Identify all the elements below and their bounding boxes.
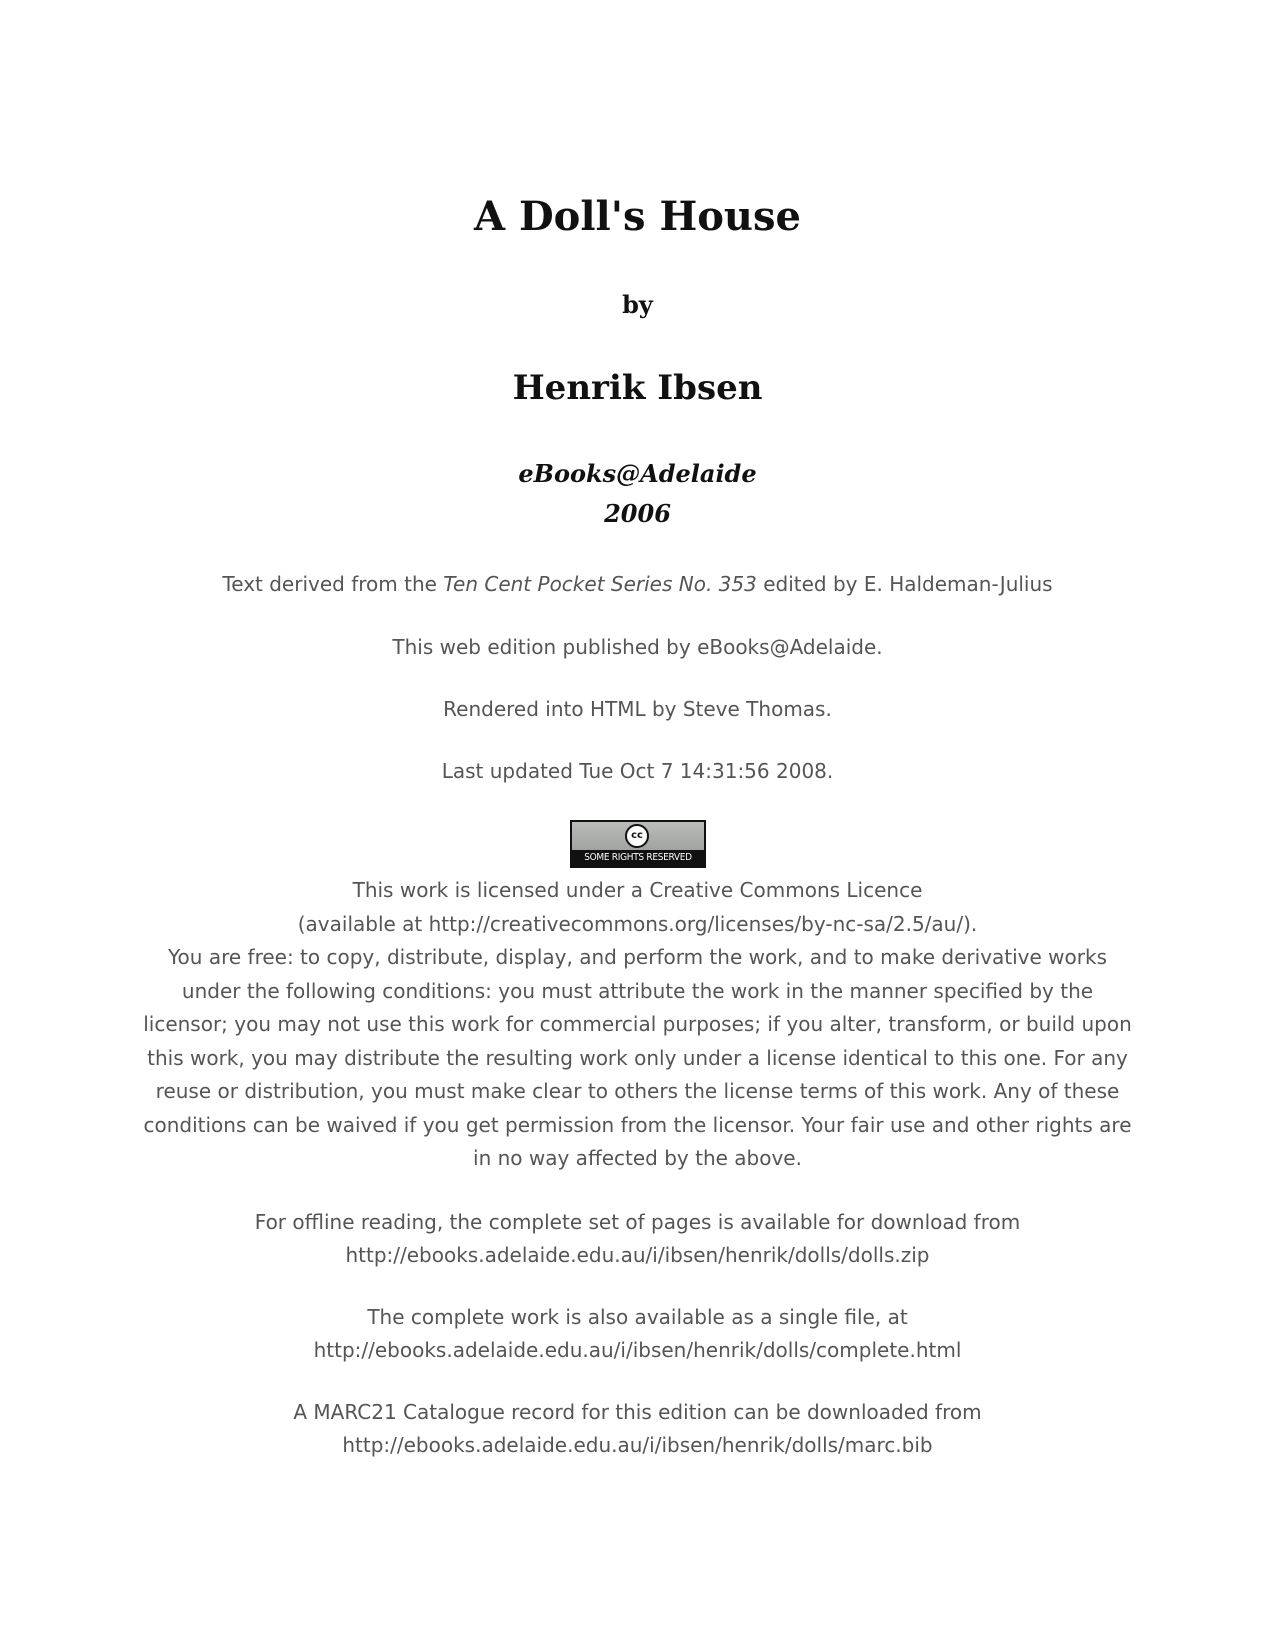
- publisher-name: eBooks@Adelaide: [518, 459, 757, 488]
- offline-text: For offline reading, the complete set of pages is available for download from: [254, 1210, 1021, 1234]
- cc-badge-text: SOME RIGHTS RESERVED: [572, 850, 704, 866]
- rendered-note: Rendered into HTML by Steve Thomas.: [443, 697, 832, 721]
- single-file-url[interactable]: http://ebooks.adelaide.edu.au/i/ibsen/henrik/dolls/complete.html: [313, 1338, 962, 1362]
- web-edition-note: This web edition published by eBooks@Adelaide.: [392, 635, 883, 659]
- creative-commons-badge[interactable]: [570, 820, 706, 868]
- publication-year: 2006: [604, 499, 671, 528]
- by-line: by: [622, 290, 653, 319]
- source-suffix: edited by E. Haldeman-Julius: [756, 572, 1053, 596]
- licence-block: [140, 874, 1135, 1176]
- licence-line-1: This work is licensed under a Creative Commons Licence: [352, 878, 923, 902]
- marc-text: A MARC21 Catalogue record for this edition can be downloaded from: [293, 1400, 982, 1424]
- source-note: [0, 569, 1275, 599]
- single-file-text: The complete work is also available as a single file, at: [367, 1305, 908, 1329]
- single-file-note: [0, 1301, 1275, 1367]
- source-prefix: Text derived from the: [222, 572, 444, 596]
- source-series: Ten Cent Pocket Series No. 353: [443, 572, 757, 596]
- author-name: Henrik Ibsen: [512, 368, 763, 408]
- book-title: A Doll's House: [474, 193, 801, 240]
- marc-url[interactable]: http://ebooks.adelaide.edu.au/i/ibsen/henrik/dolls/marc.bib: [342, 1433, 933, 1457]
- offline-url[interactable]: http://ebooks.adelaide.edu.au/i/ibsen/henrik/dolls/dolls.zip: [345, 1243, 930, 1267]
- marc-record-note: [0, 1396, 1275, 1462]
- cc-icon: cc: [625, 824, 649, 848]
- licence-line-2: (available at http://creativecommons.org/licenses/by-nc-sa/2.5/au/).: [297, 911, 978, 936]
- licence-terms: You are free: to copy, distribute, display, and perform the work, and to make derivative works under the following conditions: you must attribute the work in the manner specified by the licensor; you may not use this work for commercial purposes; if you alter, transform, or build upon this work, you may distribute the resulting work only under a license identical to this one. For any reuse or distribution, you must make clear to others the license terms of this work. Any of these conditions can be waived if you get permission from the licensor. Your fair use and other rights are in no way affected by the above.: [143, 945, 1132, 1170]
- last-updated-note: Last updated Tue Oct 7 14:31:56 2008.: [441, 759, 834, 783]
- offline-download-note: [0, 1206, 1275, 1272]
